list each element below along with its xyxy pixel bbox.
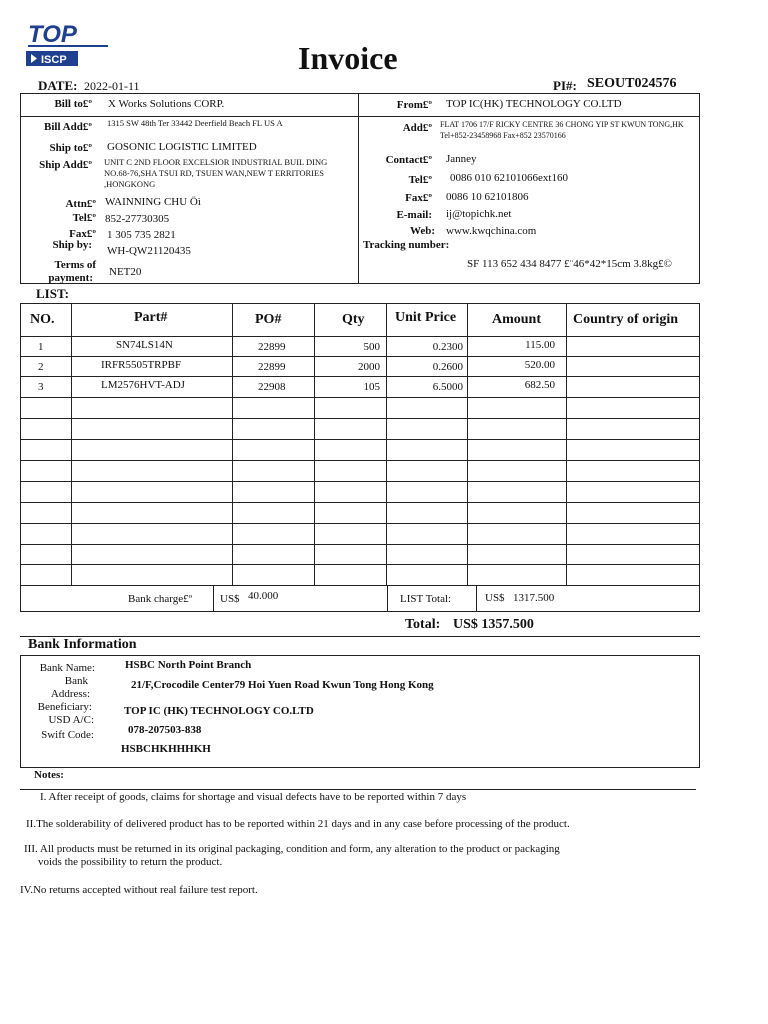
contact-label: Contact£º <box>385 154 432 166</box>
company-logo <box>26 20 112 68</box>
fax-value: 1 305 735 2821 <box>107 229 176 241</box>
bank-info-title: Bank Information <box>28 637 137 652</box>
bank-address-value: 21/F,Crocodile Center79 Hoi Yuen Road Kwun Tong Hong Kong <box>131 679 434 691</box>
ship-add-label: Ship Add£º <box>39 159 92 171</box>
table-row-1-qty: 500 <box>363 341 380 353</box>
table-row-2-part: IRFR5505TRPBF <box>101 359 182 371</box>
invoice-date: 2022-01-11 <box>84 79 140 93</box>
list-total-value: 1317.500 <box>513 592 555 604</box>
notes-label: Notes: <box>34 769 64 781</box>
svg-text:TOP: TOP <box>28 21 77 48</box>
table-row-3-unit: 6.5000 <box>432 381 463 393</box>
contact-value: Janney <box>446 153 477 165</box>
from-add-label: Add£º <box>402 122 432 134</box>
table-row-1-po: 22899 <box>258 341 286 353</box>
date-label: DATE: <box>38 78 78 93</box>
col-header-part: Part# <box>134 310 168 325</box>
bank-name-label: Bank Name: <box>39 662 95 674</box>
web-value: www.kwqchina.com <box>446 225 537 237</box>
bill-add-value: 1315 SW 48th Ter 33442 Deerfield Beach FL US A <box>107 118 283 128</box>
table-row-3-qty: 105 <box>363 381 380 393</box>
email-value: ij@topichk.net <box>446 208 512 220</box>
usd-ac-label: USD A/C: <box>48 714 94 726</box>
bank-address-label-line1: Bank <box>64 675 88 687</box>
note-2: II.The solderability of delivered product has to be reported within 21 days and in any case before processing of the product. <box>26 818 570 830</box>
table-row-2-po: 22899 <box>258 361 286 373</box>
from-value: TOP IC(HK) TECHNOLOGY CO.LTD <box>446 98 622 110</box>
tel-label: Tel£º <box>72 212 96 224</box>
usd-ac-value: 078-207503-838 <box>128 724 202 736</box>
bank-charge-value: 40.000 <box>248 590 279 602</box>
tracking-label: Tracking number: <box>363 239 450 251</box>
web-label: Web: <box>409 225 435 237</box>
swift-label: Swift Code: <box>41 729 94 741</box>
table-row-1-unit: 0.2300 <box>432 341 463 353</box>
col-header-po: PO# <box>255 312 282 327</box>
ship-by-label: Ship by: <box>52 239 92 251</box>
list-total-label: LIST Total: <box>400 593 452 605</box>
terms-value: NET20 <box>109 266 142 278</box>
table-row-3-po: 22908 <box>258 381 286 393</box>
from-tel-label: Tel£º <box>408 174 432 186</box>
bill-to-value: X Works Solutions CORP. <box>108 98 225 110</box>
from-add-value: FLAT 1706 17/F RICKY CENTRE 36 CHONG YIP ST KWUN TONG,HK Tel+852-23458968 Fax+852 23570166 <box>440 120 684 140</box>
table-row-2-no: 2 <box>38 361 44 373</box>
table-row-2-unit: 0.2600 <box>432 361 463 373</box>
top-logo-icon <box>26 20 112 68</box>
beneficiary-label: Beneficiary: <box>37 701 92 713</box>
bank-name-value: HSBC North Point Branch <box>125 659 252 671</box>
note-3-cont: voids the possibility to return the product. <box>38 856 223 868</box>
beneficiary-value: TOP IC (HK) TECHNOLOGY CO.LTD <box>124 705 314 717</box>
email-label: E-mail: <box>396 209 432 221</box>
swift-value: HSBCHKHHHKH <box>121 743 211 755</box>
col-header-country: Country of origin <box>573 312 678 327</box>
bill-add-label: Bill Add£º <box>44 121 92 133</box>
ship-to-label: Ship to£º <box>49 142 92 154</box>
from-fax-label: Fax£º <box>405 192 432 204</box>
ship-add-value: UNIT C 2ND FLOOR EXCELSIOR INDUSTRIAL BUIL DING NO.68-76,SHA TSUI RD, TSUEN WAN,NEW T ERRITORIES ,HONGKONG <box>104 157 328 189</box>
page-title: Invoice <box>298 40 398 76</box>
total-label: Total: <box>405 617 441 632</box>
terms-label-line2: payment: <box>48 272 93 284</box>
table-row-2-qty: 2000 <box>358 361 380 373</box>
table-row-1-part: SN74LS14N <box>116 339 173 351</box>
bill-to-label: Bill to£º <box>54 98 92 110</box>
bank-address-label-line2: Address: <box>50 688 90 700</box>
tel-value: 852-27730305 <box>105 213 170 225</box>
col-header-amount: Amount <box>492 312 542 327</box>
from-fax-value: 0086 10 62101806 <box>446 191 529 203</box>
attn-value: WAINNING CHU Öì <box>105 196 201 208</box>
col-header-no: NO. <box>30 312 55 327</box>
pi-number: SEOUT024576 <box>587 76 677 91</box>
ship-to-value: GOSONIC LOGISTIC LIMITED <box>107 141 257 153</box>
fax-label: Fax£º <box>69 228 96 240</box>
list-total-currency: US$ <box>485 592 505 604</box>
ship-by-value: WH-QW21120435 <box>107 245 191 257</box>
note-3: III. All products must be returned in its original packaging, condition and form, any alteration to the product or packaging <box>24 843 560 855</box>
terms-label-line1: Terms of <box>54 259 96 271</box>
table-row-1-no: 1 <box>38 341 44 353</box>
bank-charge-currency: US$ <box>220 593 240 605</box>
attn-label: Attn£º <box>65 198 96 210</box>
note-4: IV.No returns accepted without real failure test report. <box>20 884 258 896</box>
table-row-1-amount: 115.00 <box>525 339 555 351</box>
table-row-3-amount: 682.50 <box>524 379 555 391</box>
svg-text:ISCP: ISCP <box>41 54 67 66</box>
bank-charge-label: Bank charge£º <box>128 593 192 605</box>
pi-label: PI#: <box>553 78 577 93</box>
list-label: LIST: <box>36 286 69 301</box>
table-row-3-no: 3 <box>38 381 44 393</box>
from-label: From£º <box>396 99 432 111</box>
total-value: US$ 1357.500 <box>453 617 534 632</box>
from-tel-value: 0086 010 62101066ext160 <box>450 172 568 184</box>
col-header-unit-price: Unit Price <box>395 310 457 325</box>
table-row-2-amount: 520.00 <box>524 359 555 371</box>
col-header-qty: Qty <box>342 312 365 327</box>
note-1: I. After receipt of goods, claims for shortage and visual defects have to be reported within 7 days <box>40 791 467 803</box>
table-row-3-part: LM2576HVT-ADJ <box>101 379 185 391</box>
tracking-value: SF 113 652 434 8477 £¨46*42*15cm 3.8kg£© <box>467 258 673 270</box>
